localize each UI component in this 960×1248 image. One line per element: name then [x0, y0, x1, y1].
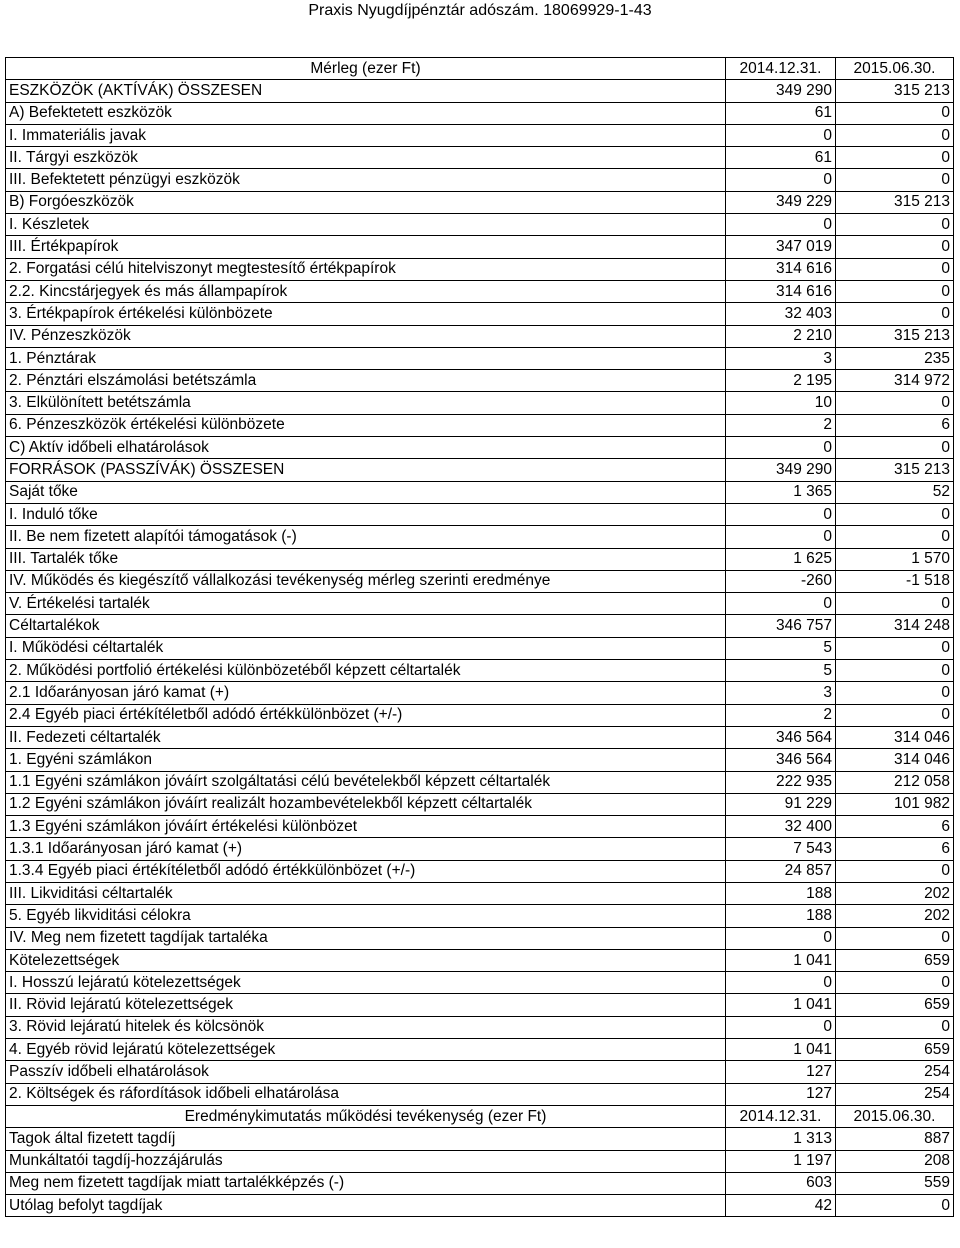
balance-row [6, 214, 954, 236]
row-value-2: 0 [836, 258, 954, 280]
row-label: 3. Elkülönített betétszámla [6, 392, 726, 414]
row-label: 3. Rövid lejáratú hitelek és kölcsönök [6, 1016, 726, 1038]
row-label: 1.1 Egyéni számlákon jóváírt szolgáltatási célú bevételekből képzett céltartalék [6, 771, 726, 793]
row-value-1: 0 [726, 593, 836, 615]
row-value-1: 0 [726, 214, 836, 236]
balance-row [6, 303, 954, 325]
balance-row [6, 860, 954, 882]
balance-row [6, 660, 954, 682]
balance-row [6, 1039, 954, 1061]
row-label: 2.2. Kincstárjegyek és más állampapírok [6, 280, 726, 302]
balance-header-row [6, 58, 954, 80]
row-value-2: 254 [836, 1061, 954, 1083]
row-label: 1. Pénztárak [6, 347, 726, 369]
balance-row [6, 972, 954, 994]
row-value-2: 0 [836, 102, 954, 124]
row-label: 1.3.4 Egyéb piaci értékítéletből adódó értékkülönbözet (+/-) [6, 860, 726, 882]
balance-row [6, 838, 954, 860]
income-row [6, 1150, 954, 1172]
row-value-1: 1 313 [726, 1128, 836, 1150]
balance-row [6, 726, 954, 748]
row-value-2: 0 [836, 147, 954, 169]
row-label: 1.3 Egyéni számlákon jóváírt értékelési különbözet [6, 816, 726, 838]
balance-row [6, 459, 954, 481]
row-value-1: 0 [726, 169, 836, 191]
row-value-2: 0 [836, 593, 954, 615]
row-value-2: 315 213 [836, 80, 954, 102]
row-label: Kötelezettségek [6, 949, 726, 971]
row-label: 1. Egyéni számlákon [6, 749, 726, 771]
row-label: 3. Értékpapírok értékelési különbözete [6, 303, 726, 325]
row-value-2: 0 [836, 236, 954, 258]
row-value-1: 0 [726, 437, 836, 459]
row-label: 4. Egyéb rövid lejáratú kötelezettségek [6, 1039, 726, 1061]
row-value-1: 349 290 [726, 80, 836, 102]
row-value-2: 0 [836, 1195, 954, 1217]
row-value-1: 32 400 [726, 816, 836, 838]
row-label: 1.2 Egyéni számlákon jóváírt realizált hozambevételekből képzett céltartalék [6, 793, 726, 815]
row-value-2: 315 213 [836, 325, 954, 347]
row-value-2: 0 [836, 682, 954, 704]
income-row [6, 1195, 954, 1217]
row-label: 1.3.1 Időarányosan járó kamat (+) [6, 838, 726, 860]
row-value-2: 0 [836, 280, 954, 302]
row-label: Passzív időbeli elhatárolások [6, 1061, 726, 1083]
income-col2-header: 2015.06.30. [836, 1105, 954, 1127]
row-value-2: 0 [836, 503, 954, 525]
row-value-1: 2 [726, 414, 836, 436]
row-value-2: -1 518 [836, 570, 954, 592]
row-value-2: 0 [836, 637, 954, 659]
row-value-1: -260 [726, 570, 836, 592]
row-value-1: 1 197 [726, 1150, 836, 1172]
balance-row [6, 771, 954, 793]
income-title: Eredménykimutatás működési tevékenység (ezer Ft) [6, 1105, 726, 1127]
balance-row [6, 392, 954, 414]
row-value-1: 3 [726, 347, 836, 369]
row-label: B) Forgóeszközök [6, 191, 726, 213]
balance-row [6, 526, 954, 548]
row-value-2: 0 [836, 392, 954, 414]
financial-table [5, 57, 954, 1217]
row-value-2: 0 [836, 437, 954, 459]
balance-row [6, 437, 954, 459]
row-value-1: 349 290 [726, 459, 836, 481]
row-value-2: 659 [836, 1039, 954, 1061]
balance-row [6, 637, 954, 659]
row-value-2: 0 [836, 526, 954, 548]
balance-row [6, 927, 954, 949]
balance-col1-header: 2014.12.31. [726, 58, 836, 80]
row-value-1: 1 041 [726, 994, 836, 1016]
balance-row [6, 704, 954, 726]
row-value-2: 254 [836, 1083, 954, 1105]
row-value-2: 6 [836, 414, 954, 436]
row-value-2: 659 [836, 994, 954, 1016]
balance-row [6, 481, 954, 503]
row-value-1: 346 564 [726, 726, 836, 748]
row-label: 2. Működési portfolió értékelési különbözetéből képzett céltartalék [6, 660, 726, 682]
balance-row [6, 1016, 954, 1038]
row-value-1: 24 857 [726, 860, 836, 882]
row-label: FORRÁSOK (PASSZÍVÁK) ÖSSZESEN [6, 459, 726, 481]
row-label: 2.4 Egyéb piaci értékítéletből adódó értékkülönbözet (+/-) [6, 704, 726, 726]
balance-row [6, 1061, 954, 1083]
row-value-1: 5 [726, 660, 836, 682]
row-label: III. Értékpapírok [6, 236, 726, 258]
row-value-1: 0 [726, 124, 836, 146]
row-label: II. Fedezeti céltartalék [6, 726, 726, 748]
row-value-2: 0 [836, 860, 954, 882]
row-value-2: 0 [836, 1016, 954, 1038]
balance-row [6, 570, 954, 592]
balance-row [6, 1083, 954, 1105]
row-label: IV. Pénzeszközök [6, 325, 726, 347]
row-value-1: 0 [726, 927, 836, 949]
balance-row [6, 236, 954, 258]
row-value-2: 0 [836, 927, 954, 949]
balance-row [6, 414, 954, 436]
row-value-1: 0 [726, 503, 836, 525]
balance-row [6, 102, 954, 124]
row-label: Meg nem fizetett tagdíjak miatt tartalékképzés (-) [6, 1172, 726, 1194]
balance-row [6, 882, 954, 904]
row-value-1: 1 625 [726, 548, 836, 570]
row-value-2: 1 570 [836, 548, 954, 570]
balance-row [6, 191, 954, 213]
row-value-1: 0 [726, 972, 836, 994]
row-value-1: 2 210 [726, 325, 836, 347]
row-value-1: 42 [726, 1195, 836, 1217]
row-label: 2. Forgatási célú hitelviszonyt megtestesítő értékpapírok [6, 258, 726, 280]
row-value-1: 603 [726, 1172, 836, 1194]
balance-row [6, 816, 954, 838]
row-value-1: 61 [726, 102, 836, 124]
row-label: I. Induló tőke [6, 503, 726, 525]
balance-row [6, 370, 954, 392]
row-label: 2.1 Időarányosan járó kamat (+) [6, 682, 726, 704]
row-value-2: 314 972 [836, 370, 954, 392]
row-value-2: 559 [836, 1172, 954, 1194]
balance-row [6, 124, 954, 146]
row-value-1: 1 365 [726, 481, 836, 503]
row-value-1: 3 [726, 682, 836, 704]
balance-row [6, 347, 954, 369]
row-value-1: 347 019 [726, 236, 836, 258]
row-value-2: 315 213 [836, 459, 954, 481]
income-col1-header: 2014.12.31. [726, 1105, 836, 1127]
row-label: II. Rövid lejáratú kötelezettségek [6, 994, 726, 1016]
row-label: I. Működési céltartalék [6, 637, 726, 659]
document-title: Praxis Nyugdíjpénztár adószám. 18069929-1-43 [308, 2, 652, 19]
row-label: C) Aktív időbeli elhatárolások [6, 437, 726, 459]
row-value-1: 222 935 [726, 771, 836, 793]
row-value-2: 212 058 [836, 771, 954, 793]
row-value-1: 346 564 [726, 749, 836, 771]
balance-row [6, 949, 954, 971]
row-label: 2. Költségek és ráfordítások időbeli elhatárolása [6, 1083, 726, 1105]
row-value-2: 0 [836, 972, 954, 994]
balance-row [6, 682, 954, 704]
row-value-2: 0 [836, 660, 954, 682]
balance-row [6, 280, 954, 302]
row-value-2: 202 [836, 882, 954, 904]
row-label: Saját tőke [6, 481, 726, 503]
row-value-2: 202 [836, 905, 954, 927]
row-label: III. Befektetett pénzügyi eszközök [6, 169, 726, 191]
row-value-2: 314 046 [836, 726, 954, 748]
row-label: 6. Pénzeszközök értékelési különbözete [6, 414, 726, 436]
balance-row [6, 593, 954, 615]
row-value-1: 0 [726, 526, 836, 548]
row-value-2: 0 [836, 214, 954, 236]
row-value-2: 0 [836, 124, 954, 146]
income-header-row [6, 1105, 954, 1127]
row-value-1: 127 [726, 1083, 836, 1105]
row-label: Utólag befolyt tagdíjak [6, 1195, 726, 1217]
income-row [6, 1128, 954, 1150]
balance-row [6, 793, 954, 815]
row-label: 5. Egyéb likviditási célokra [6, 905, 726, 927]
balance-row [6, 258, 954, 280]
row-value-2: 887 [836, 1128, 954, 1150]
row-label: III. Tartalék tőke [6, 548, 726, 570]
row-value-2: 0 [836, 169, 954, 191]
balance-row [6, 994, 954, 1016]
balance-col2-header: 2015.06.30. [836, 58, 954, 80]
row-value-2: 0 [836, 303, 954, 325]
row-value-1: 0 [726, 1016, 836, 1038]
row-label: ESZKÖZÖK (AKTÍVÁK) ÖSSZESEN [6, 80, 726, 102]
row-label: Munkáltatói tagdíj-hozzájárulás [6, 1150, 726, 1172]
row-value-1: 346 757 [726, 615, 836, 637]
row-value-1: 349 229 [726, 191, 836, 213]
balance-row [6, 325, 954, 347]
balance-row [6, 80, 954, 102]
row-value-2: 315 213 [836, 191, 954, 213]
income-row [6, 1172, 954, 1194]
row-value-1: 1 041 [726, 1039, 836, 1061]
row-value-1: 314 616 [726, 258, 836, 280]
row-value-1: 2 [726, 704, 836, 726]
row-value-1: 1 041 [726, 949, 836, 971]
row-value-2: 0 [836, 704, 954, 726]
row-value-2: 6 [836, 816, 954, 838]
row-value-2: 6 [836, 838, 954, 860]
row-value-2: 659 [836, 949, 954, 971]
row-value-1: 32 403 [726, 303, 836, 325]
row-label: A) Befektetett eszközök [6, 102, 726, 124]
row-value-1: 314 616 [726, 280, 836, 302]
row-label: I. Készletek [6, 214, 726, 236]
row-label: I. Immateriális javak [6, 124, 726, 146]
row-value-1: 7 543 [726, 838, 836, 860]
row-value-2: 101 982 [836, 793, 954, 815]
row-label: III. Likviditási céltartalék [6, 882, 726, 904]
financial-table-body [6, 58, 954, 1217]
row-value-1: 188 [726, 882, 836, 904]
balance-row [6, 749, 954, 771]
balance-row [6, 615, 954, 637]
row-value-1: 61 [726, 147, 836, 169]
row-value-2: 314 248 [836, 615, 954, 637]
balance-row [6, 147, 954, 169]
row-value-1: 2 195 [726, 370, 836, 392]
balance-title: Mérleg (ezer Ft) [6, 58, 726, 80]
row-value-1: 5 [726, 637, 836, 659]
row-value-2: 314 046 [836, 749, 954, 771]
row-value-1: 10 [726, 392, 836, 414]
row-label: Céltartalékok [6, 615, 726, 637]
row-value-1: 188 [726, 905, 836, 927]
balance-row [6, 548, 954, 570]
row-value-2: 52 [836, 481, 954, 503]
row-label: Tagok által fizetett tagdíj [6, 1128, 726, 1150]
row-label: IV. Meg nem fizetett tagdíjak tartaléka [6, 927, 726, 949]
balance-row [6, 503, 954, 525]
row-value-2: 235 [836, 347, 954, 369]
row-label: 2. Pénztári elszámolási betétszámla [6, 370, 726, 392]
balance-row [6, 169, 954, 191]
balance-row [6, 905, 954, 927]
row-label: I. Hosszú lejáratú kötelezettségek [6, 972, 726, 994]
row-label: IV. Működés és kiegészítő vállalkozási tevékenység mérleg szerinti eredménye [6, 570, 726, 592]
row-label: II. Be nem fizetett alapítói támogatások (-) [6, 526, 726, 548]
row-label: II. Tárgyi eszközök [6, 147, 726, 169]
row-value-2: 208 [836, 1150, 954, 1172]
row-label: V. Értékelési tartalék [6, 593, 726, 615]
row-value-1: 91 229 [726, 793, 836, 815]
row-value-1: 127 [726, 1061, 836, 1083]
